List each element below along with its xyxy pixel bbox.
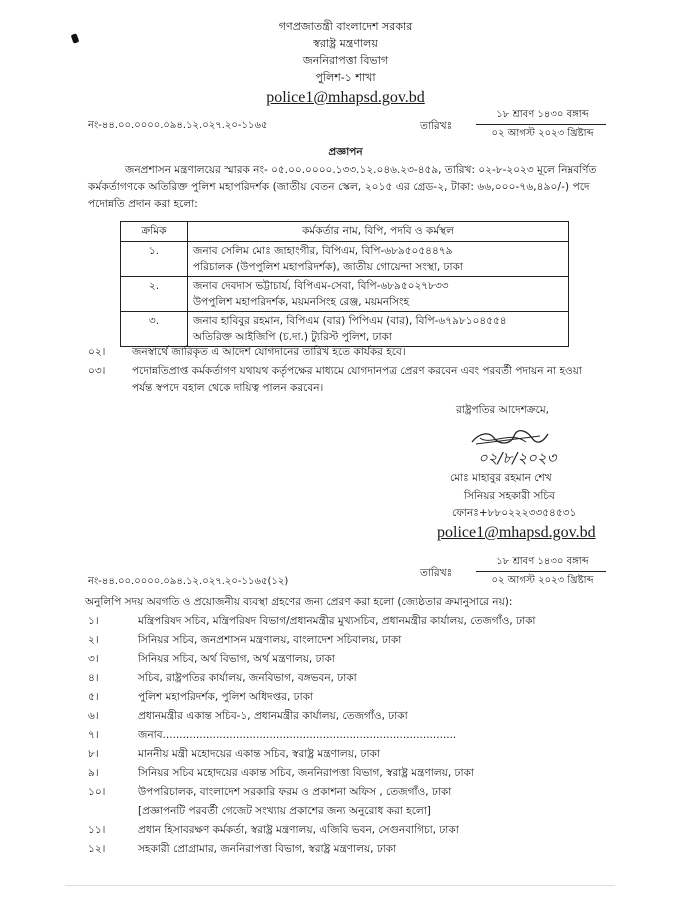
table-row — [121, 277, 569, 312]
copy-date-label: তারিখঃ — [420, 567, 453, 579]
branch-name: পুলিশ-১ শাখা — [315, 71, 376, 84]
item-text: সচিব, রাষ্ট্রপতির কার্যালয়, জনবিভাগ, বঙ্গভবন, ঢাকা — [138, 672, 357, 684]
copy-date-english: ০২ আগস্ট ২০২৩ খ্রিষ্টাব্দ — [491, 575, 594, 586]
item-number: ৬। — [88, 710, 99, 722]
column-header-officer: কর্মকর্তার নাম, বিপি, পদবি ও কর্মস্থল — [188, 222, 569, 242]
notice-body-line-2: কর্মকর্তাগণকে অতিরিক্ত পুলিশ মহাপরিদর্শক (জাতীয় বেতন স্কেল, ২০১৫ এর গ্রেড-২, টাকা: ৬৬,০০০-৭৬,৪৯০/-) পদে — [88, 181, 590, 193]
officer-name: জনাব হাবিবুর রহমান, বিপিএম (বার) পিপিএম (বার), বিপি-৬৭৯৮১০৪৫৫৪ — [193, 315, 507, 327]
list-item — [88, 766, 474, 780]
handwritten-date: ০২/৮/২০২৩ — [478, 449, 557, 467]
officer-name: জনাব দেবদাস ভট্টাচার্য, বিপিএম-সেবা, বিপি-৬৮৯৫০২৭৮৩৩ — [193, 280, 449, 292]
item-number: ১। — [88, 615, 99, 627]
clause-text: জনস্বার্থে জারিকৃত এ আদেশ যোগদানের তারিখ হতে কার্যকর হবে। — [132, 346, 406, 358]
officer-cell — [188, 312, 569, 347]
item-text: সিনিয়র সচিব, জনপ্রশাসন মন্ত্রণালয়, বাংলাদেশ সচিবালয়, ঢাকা — [138, 634, 402, 646]
page-edge-line — [65, 885, 615, 886]
list-item — [88, 823, 459, 837]
item-number: ৩। — [88, 653, 99, 665]
item-text: সহকারী প্রোগ্রামার, জননিরাপত্তা বিভাগ, স্বরাষ্ট্র মন্ত্রণালয়, ঢাকা — [138, 843, 397, 855]
officer-name: জনাব সেলিম মোঃ জাহাংগীর, বিপিএম, বিপি-৬৮৯৫০৫৪৪৭৯ — [193, 245, 453, 257]
ministry-name: স্বরাষ্ট্র মন্ত্রণালয় — [313, 37, 378, 50]
item-number: ১২। — [88, 843, 106, 855]
item-text: উপপরিচালক, বাংলাদেশ সরকারি ফরম ও প্রকাশনা অফিস , তেজগাঁও, ঢাকা — [138, 786, 452, 798]
item-number: ১১। — [88, 824, 106, 836]
officer-posting: উপপুলিশ মহাপরিদর্শক, ময়মনসিংহ রেঞ্জ, ময়মনসিংহ — [193, 296, 410, 308]
item-text: সিনিয়র সচিব, অর্থ বিভাগ, অর্থ মন্ত্রণালয়, ঢাকা — [138, 653, 335, 665]
signatory-name: মোঃ মাহাবুর রহমান শেখ — [450, 472, 552, 484]
item-text: মাননীয় মন্ত্রী মহোদয়ের একান্ত সচিব, স্বরাষ্ট্র মন্ত্রণালয়, ঢাকা — [138, 748, 380, 760]
table-header-row — [121, 222, 569, 242]
item-text: সিনিয়র সচিব মহোদয়ের একান্ত সচিব, জননিরাপত্তা বিভাগ, স্বরাষ্ট্র মন্ত্রণালয়, ঢাকা — [138, 767, 474, 779]
item-text: প্রধানমন্ত্রীর একান্ত সচিব-১, প্রধানমন্ত্রীর কার্যালয়, তেজগাঁও, ঢাকা — [138, 710, 408, 722]
copy-memo-number: নং-৪৪.০০.০০০০.০৯৪.১২.০২৭.২০-১১৬৫(১২) — [88, 576, 289, 587]
list-item — [88, 633, 401, 647]
promotion-table — [120, 221, 569, 347]
date-english: ০২ আগস্ট ২০২৩ খ্রিষ্টাব্দ — [491, 128, 594, 139]
memo-number: নং-৪৪.০০.০০০০.০৯৪.১২.০২৭.২০-১১৬৫ — [88, 120, 268, 131]
header-email-link[interactable]: police1@mhapsd.gov.bd — [266, 89, 425, 106]
serial-cell: ২. — [121, 277, 188, 312]
signatory-phone: ফোনঃ+৮৮০২২২৩৩৫৪৫৩১ — [452, 507, 577, 519]
notice-title: প্রজ্ঞাপন — [328, 146, 363, 158]
officer-cell — [188, 277, 569, 312]
item-number: ৯। — [88, 767, 99, 779]
item-text: পুলিশ মহাপরিদর্শক, পুলিশ অধিদপ্তর, ঢাকা — [138, 691, 314, 703]
copy-date-bangla: ১৮ শ্রাবণ ১৪৩০ বঙ্গাব্দ — [496, 556, 589, 567]
list-item — [88, 785, 451, 799]
date-bangla: ১৮ শ্রাবণ ১৪৩০ বঙ্গাব্দ — [496, 109, 589, 120]
serial-cell: ১. — [121, 242, 188, 277]
list-item-note: [প্রজ্ঞাপনটি পরবর্তী গেজেট সংখ্যায় প্রকাশের জন্য অনুরোধ করা হলো] — [138, 805, 431, 817]
date-label: তারিখঃ — [420, 120, 453, 132]
item-number: ৫। — [88, 691, 99, 703]
clause-03-continued: পর্যন্ত স্বপদে বহাল থেকে দায়িত্ব পালন করবেন। — [132, 382, 324, 394]
date-divider — [476, 124, 606, 125]
item-number: ২। — [88, 634, 99, 646]
item-number: ৮। — [88, 748, 99, 760]
list-item — [88, 842, 396, 856]
item-text: প্রধান হিসাবরক্ষণ কর্মকর্তা, স্বরাষ্ট্র মন্ত্রণালয়, এজিবি ভবন, সেগুনবাগিচা, ঢাকা — [138, 824, 459, 836]
table-row — [121, 312, 569, 347]
officer-cell — [188, 242, 569, 277]
copy-list-intro: অনুলিপি সদয় অবগতি ও প্রয়োজনীয় ব্যবস্থা গ্রহণের জন্য প্রেরণ করা হলো (জ্যেষ্ঠতার ক্রমানুসারে নয়): — [85, 596, 513, 608]
government-name: গণপ্রজাতন্ত্রী বাংলাদেশ সরকার — [278, 20, 413, 33]
copy-date-divider — [476, 571, 606, 572]
item-text: মন্ত্রিপরিষদ সচিব, মন্ত্রিপরিষদ বিভাগ/প্রধানমন্ত্রীর মুখ্যসচিব, প্রধানমন্ত্রীর কার্যালয়, তেজগাঁও, ঢাকা — [138, 615, 536, 627]
table-row — [121, 242, 569, 277]
list-item — [88, 614, 535, 628]
clause-02 — [88, 345, 406, 359]
order-line: রাষ্ট্রপতির আদেশক্রমে, — [456, 404, 549, 416]
list-item — [88, 690, 313, 704]
division-name: জননিরাপত্তা বিভাগ — [302, 54, 389, 67]
item-number: ৪। — [88, 672, 99, 684]
signatory-designation: সিনিয়র সহকারী সচিব — [464, 490, 555, 502]
signatory-email-link[interactable]: police1@mhapsd.gov.bd — [437, 524, 596, 541]
item-number: ৭। — [88, 729, 99, 741]
item-text: জনাব........................................................................................ — [138, 729, 457, 741]
officer-posting: পরিচালক (উপপুলিশ মহাপরিদর্শক), জাতীয় গোয়েন্দা সংস্থা, ঢাকা — [193, 261, 463, 273]
notice-body-line-3: পদোন্নতি প্রদান করা হলো: — [88, 198, 198, 210]
notice-body-line-1: জনপ্রশাসন মন্ত্রণালয়ের স্মারক নং- ০৫.০০.০০০০.১৩৩.১২.০৪৬.২৩-৪৫৯, তারিখ: ০২-৮-২০২৩ মূলে নিম্নবর্ণিত — [125, 164, 597, 176]
list-item — [88, 747, 380, 761]
column-header-serial: ক্রমিক — [121, 222, 188, 242]
item-number: ১০। — [88, 786, 106, 798]
officer-posting: অতিরিক্ত আইজিপি (চ.দা.) ট্যুরিস্ট পুলিশ, ঢাকা — [193, 331, 392, 343]
list-item — [88, 652, 335, 666]
clause-03 — [88, 364, 582, 378]
clause-number: ০২। — [88, 346, 106, 358]
list-item — [88, 671, 357, 685]
serial-cell: ৩. — [121, 312, 188, 347]
list-item — [88, 709, 408, 723]
list-item — [88, 728, 456, 742]
clause-number: ০৩। — [88, 365, 106, 377]
clause-text: পদোন্নতিপ্রাপ্ত কর্মকর্তাগণ যথাযথ কর্তৃপক্ষের মাধ্যমে যোগদানপত্র প্রেরণ করবেন এবং পরবর্তী পদায়ন না হওয়া — [132, 365, 582, 377]
